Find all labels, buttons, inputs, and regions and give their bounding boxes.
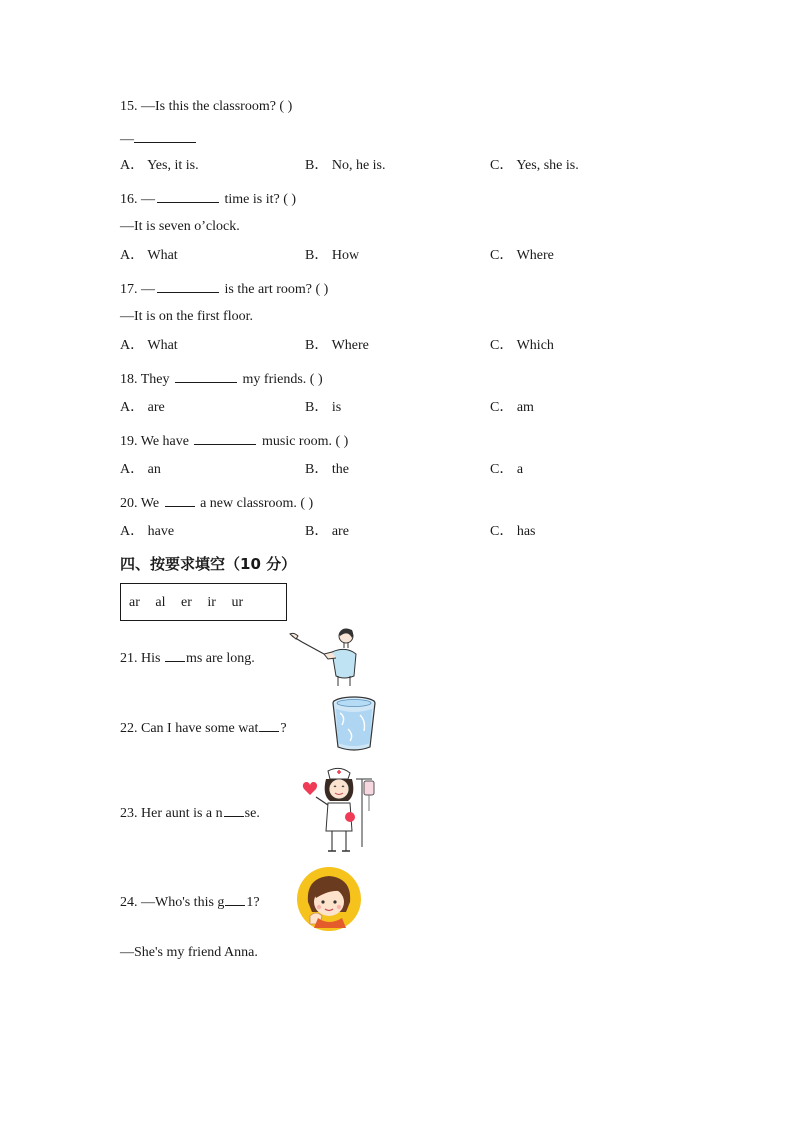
q18-option-c[interactable]: C． am — [490, 400, 534, 415]
q19-option-b[interactable]: B． the — [305, 462, 349, 477]
q17-option-c[interactable]: C． Which — [490, 338, 554, 353]
q19-stem-pre: 19. We have — [120, 434, 193, 449]
q21-pre: 21. His — [120, 651, 164, 666]
q15-stem: 15. —Is this the classroom? ( ) — [120, 99, 293, 114]
word-bank-item: al — [155, 595, 166, 610]
q21-stem — [120, 647, 255, 668]
q22-post: ? — [280, 721, 287, 736]
woman-arms-illustration-icon — [288, 624, 364, 686]
q15-option-b[interactable]: B． No, he is. — [305, 158, 386, 173]
q20-option-b[interactable]: B． are — [305, 524, 349, 539]
q23-pre: 23. Her aunt is a n — [120, 806, 223, 821]
q18-stem — [120, 368, 323, 389]
q24-post: 1? — [246, 895, 260, 910]
q21-post: ms are long. — [185, 651, 255, 666]
nurse-illustration-icon — [292, 765, 384, 857]
word-bank-item: ar — [129, 595, 140, 610]
q20-option-a[interactable]: A． have — [120, 524, 175, 539]
q23-post: se. — [244, 806, 260, 821]
q18-stem-post: my friends. ( ) — [239, 372, 323, 387]
q17-blank[interactable] — [157, 278, 219, 293]
q17-reply: —It is on the first floor. — [120, 309, 253, 324]
q22-pre: 22. Can I have some wat — [120, 721, 259, 736]
girl-face-illustration-icon — [296, 866, 362, 932]
q24-pre: 24. —Who's this g — [120, 895, 225, 910]
q15-option-c[interactable]: C． Yes, she is. — [490, 158, 579, 173]
q20-option-c[interactable]: C． has — [490, 524, 536, 539]
q17-option-a[interactable]: A． What — [120, 338, 178, 353]
q19-option-c[interactable]: C． a — [490, 462, 524, 477]
q24-blank[interactable] — [225, 891, 245, 906]
q15-answer-line — [120, 128, 196, 149]
q18-blank[interactable] — [175, 368, 237, 383]
q18-stem-pre: 18. They — [120, 372, 174, 387]
q24-stem — [120, 891, 260, 912]
word-bank-item: ir — [207, 595, 216, 610]
q20-stem-pre: 20. We — [120, 496, 163, 511]
q22-blank[interactable] — [259, 717, 279, 732]
q20-stem-post: a new classroom. ( ) — [196, 496, 314, 511]
q16-stem-post: time is it? ( ) — [221, 192, 297, 207]
word-bank-box — [120, 583, 287, 621]
q17-option-b[interactable]: B． Where — [305, 338, 369, 353]
q19-option-a[interactable]: A． an — [120, 462, 161, 477]
q24-reply: —She's my friend Anna. — [120, 945, 258, 960]
q16-blank[interactable] — [157, 188, 219, 203]
q16-option-c[interactable]: C． Where — [490, 248, 554, 263]
q23-blank[interactable] — [224, 802, 244, 817]
q19-stem-post: music room. ( ) — [258, 434, 349, 449]
q18-option-b[interactable]: B． is — [305, 400, 342, 415]
q16-reply: —It is seven o’clock. — [120, 219, 240, 234]
word-bank-item: ur — [231, 595, 244, 610]
q15-dash: — — [120, 132, 134, 147]
q20-blank[interactable] — [165, 492, 195, 507]
q21-blank[interactable] — [165, 647, 185, 662]
q15-blank[interactable] — [134, 128, 196, 143]
section-heading: 四、按要求填空（10 分） — [120, 555, 297, 573]
q19-stem — [120, 430, 348, 451]
q16-option-b[interactable]: B． How — [305, 248, 360, 263]
q16-stem — [120, 188, 296, 209]
q16-stem-pre: 16. — — [120, 192, 155, 207]
word-bank-item: er — [181, 595, 192, 610]
q23-stem — [120, 802, 260, 823]
water-glass-illustration-icon — [330, 695, 378, 753]
q20-stem — [120, 492, 313, 513]
q17-stem-pre: 17. — — [120, 282, 155, 297]
q19-blank[interactable] — [194, 430, 256, 445]
q22-stem — [120, 717, 287, 738]
q17-stem-post: is the art room? ( ) — [221, 282, 329, 297]
q16-option-a[interactable]: A． What — [120, 248, 178, 263]
q15-option-a[interactable]: A． Yes, it is. — [120, 158, 199, 173]
q17-stem — [120, 278, 328, 299]
q18-option-a[interactable]: A． are — [120, 400, 165, 415]
